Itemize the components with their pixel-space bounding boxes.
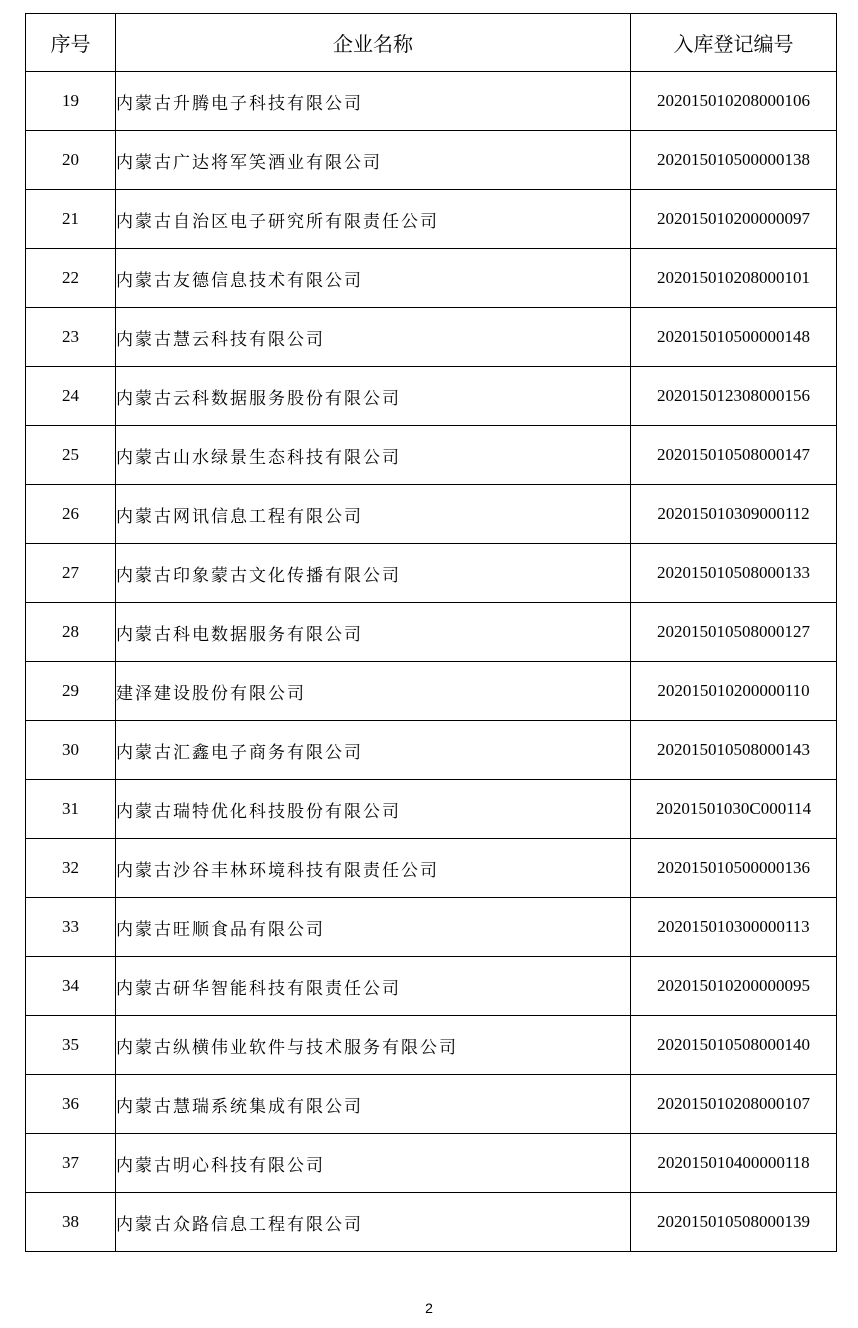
table-row xyxy=(26,1193,837,1252)
row-company-name: 内蒙古汇鑫电子商务有限公司 xyxy=(116,721,631,780)
row-company-name: 内蒙古研华智能科技有限责任公司 xyxy=(116,957,631,1016)
row-registration-number: 202015010508000140 xyxy=(631,1016,837,1075)
row-index: 29 xyxy=(26,662,116,721)
row-registration-number: 202015010400000118 xyxy=(631,1134,837,1193)
row-company-name: 内蒙古旺顺食品有限公司 xyxy=(116,898,631,957)
row-company-name: 内蒙古沙谷丰林环境科技有限责任公司 xyxy=(116,839,631,898)
table-row xyxy=(26,839,837,898)
row-company-name: 内蒙古印象蒙古文化传播有限公司 xyxy=(116,544,631,603)
row-index: 21 xyxy=(26,190,116,249)
table-row xyxy=(26,721,837,780)
row-index: 30 xyxy=(26,721,116,780)
row-registration-number: 20201501030C000114 xyxy=(631,780,837,839)
row-index: 28 xyxy=(26,603,116,662)
row-index: 24 xyxy=(26,367,116,426)
row-company-name: 内蒙古慧云科技有限公司 xyxy=(116,308,631,367)
row-company-name: 内蒙古科电数据服务有限公司 xyxy=(116,603,631,662)
row-registration-number: 202015010508000133 xyxy=(631,544,837,603)
row-registration-number: 202015010200000110 xyxy=(631,662,837,721)
row-registration-number: 202015010508000143 xyxy=(631,721,837,780)
table-body xyxy=(26,72,837,1252)
row-registration-number: 202015010300000113 xyxy=(631,898,837,957)
row-index: 23 xyxy=(26,308,116,367)
row-index: 37 xyxy=(26,1134,116,1193)
enterprise-registry-table xyxy=(25,13,837,1252)
row-registration-number: 202015010200000097 xyxy=(631,190,837,249)
row-registration-number: 202015010508000127 xyxy=(631,603,837,662)
table-row xyxy=(26,72,837,131)
table-row xyxy=(26,544,837,603)
row-index: 27 xyxy=(26,544,116,603)
row-index: 38 xyxy=(26,1193,116,1252)
row-registration-number: 202015010208000101 xyxy=(631,249,837,308)
row-company-name: 内蒙古慧瑞系统集成有限公司 xyxy=(116,1075,631,1134)
page-number: 2 xyxy=(425,1300,433,1316)
row-company-name: 内蒙古自治区电子研究所有限责任公司 xyxy=(116,190,631,249)
table-row xyxy=(26,957,837,1016)
row-registration-number: 202015010309000112 xyxy=(631,485,837,544)
table-row xyxy=(26,131,837,190)
row-index: 22 xyxy=(26,249,116,308)
row-company-name: 内蒙古云科数据服务股份有限公司 xyxy=(116,367,631,426)
row-company-name: 内蒙古广达将军笑酒业有限公司 xyxy=(116,131,631,190)
header-row xyxy=(26,14,837,72)
row-company-name: 内蒙古瑞特优化科技股份有限公司 xyxy=(116,780,631,839)
header-company-name: 企业名称 xyxy=(116,14,631,72)
table-row xyxy=(26,603,837,662)
table-row xyxy=(26,249,837,308)
row-index: 32 xyxy=(26,839,116,898)
row-registration-number: 202015010208000106 xyxy=(631,72,837,131)
table-row xyxy=(26,1016,837,1075)
header-registration-number: 入库登记编号 xyxy=(631,14,837,72)
row-index: 25 xyxy=(26,426,116,485)
row-index: 33 xyxy=(26,898,116,957)
table-row xyxy=(26,190,837,249)
row-registration-number: 202015010508000147 xyxy=(631,426,837,485)
row-registration-number: 202015010208000107 xyxy=(631,1075,837,1134)
table-row xyxy=(26,1134,837,1193)
row-company-name: 内蒙古纵横伟业软件与技术服务有限公司 xyxy=(116,1016,631,1075)
row-registration-number: 202015010500000136 xyxy=(631,839,837,898)
table-row xyxy=(26,662,837,721)
table-row xyxy=(26,485,837,544)
row-index: 26 xyxy=(26,485,116,544)
row-company-name: 内蒙古网讯信息工程有限公司 xyxy=(116,485,631,544)
table-row xyxy=(26,367,837,426)
row-index: 20 xyxy=(26,131,116,190)
table-row xyxy=(26,308,837,367)
row-company-name: 内蒙古友德信息技术有限公司 xyxy=(116,249,631,308)
row-company-name: 内蒙古众路信息工程有限公司 xyxy=(116,1193,631,1252)
row-index: 31 xyxy=(26,780,116,839)
row-index: 34 xyxy=(26,957,116,1016)
row-index: 19 xyxy=(26,72,116,131)
row-registration-number: 202015010508000139 xyxy=(631,1193,837,1252)
table-row xyxy=(26,780,837,839)
row-registration-number: 202015010500000138 xyxy=(631,131,837,190)
row-company-name: 建泽建设股份有限公司 xyxy=(116,662,631,721)
row-index: 36 xyxy=(26,1075,116,1134)
row-company-name: 内蒙古明心科技有限公司 xyxy=(116,1134,631,1193)
row-index: 35 xyxy=(26,1016,116,1075)
table-header xyxy=(26,14,837,72)
table-row xyxy=(26,426,837,485)
row-registration-number: 202015010500000148 xyxy=(631,308,837,367)
row-registration-number: 202015010200000095 xyxy=(631,957,837,1016)
row-company-name: 内蒙古山水绿景生态科技有限公司 xyxy=(116,426,631,485)
row-company-name: 内蒙古升腾电子科技有限公司 xyxy=(116,72,631,131)
table-row xyxy=(26,1075,837,1134)
header-index: 序号 xyxy=(26,14,116,72)
table-row xyxy=(26,898,837,957)
row-registration-number: 202015012308000156 xyxy=(631,367,837,426)
